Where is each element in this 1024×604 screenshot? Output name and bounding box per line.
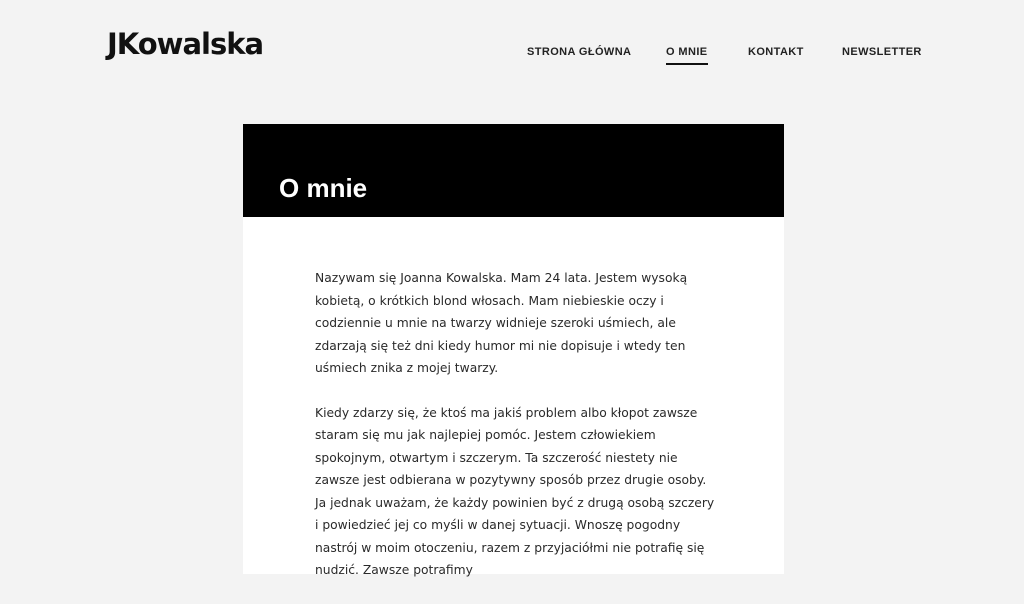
article-paragraph: Kiedy zdarzy się, że ktoś ma jakiś problem albo kłopot zawsze staram się mu jak najlepiej pomóc. Jestem człowiekiem spokojnym, otwartym i szczerym. Ta szczerość niestety nie zawsze jest odbierana w pozytywny sposób przez drugie osoby. Ja jednak uważam, że każdy powinien być z drugą osobą szczery i powiedzieć jej co myśli w danej sytuacji. Wnoszę pogodny nastrój w moim otoczeniu, razem z przyjaciółmi nie potrafię się nudzić. Zawsze potrafimy: [315, 405, 715, 577]
site-header: [0, 0, 1024, 100]
page-title: O mnie: [279, 173, 368, 204]
nav-contact-link[interactable]: KONTAKT: [748, 46, 804, 58]
article-paragraph: Nazywam się Joanna Kowalska. Mam 24 lata. Jestem wysoką kobietą, o krótkich blond włosach. Mam niebieskie oczy i codziennie u mnie na twarzy widnieje szeroki uśmiech, ale zdarzają się też dni kiedy humor mi nie dopisuje i wtedy ten uśmiech znika z mojej twarzy.: [315, 271, 688, 375]
nav-home-link[interactable]: STRONA GŁÓWNA: [527, 46, 632, 58]
page-title-banner: [243, 124, 784, 217]
site-logo[interactable]: JKowalska: [107, 27, 264, 61]
main-nav: [0, 45, 1024, 65]
article-body: [315, 267, 715, 604]
nav-newsletter-link[interactable]: NEWSLETTER: [842, 46, 922, 58]
nav-about-link[interactable]: O MNIE: [666, 45, 708, 65]
content-card: [243, 124, 784, 577]
